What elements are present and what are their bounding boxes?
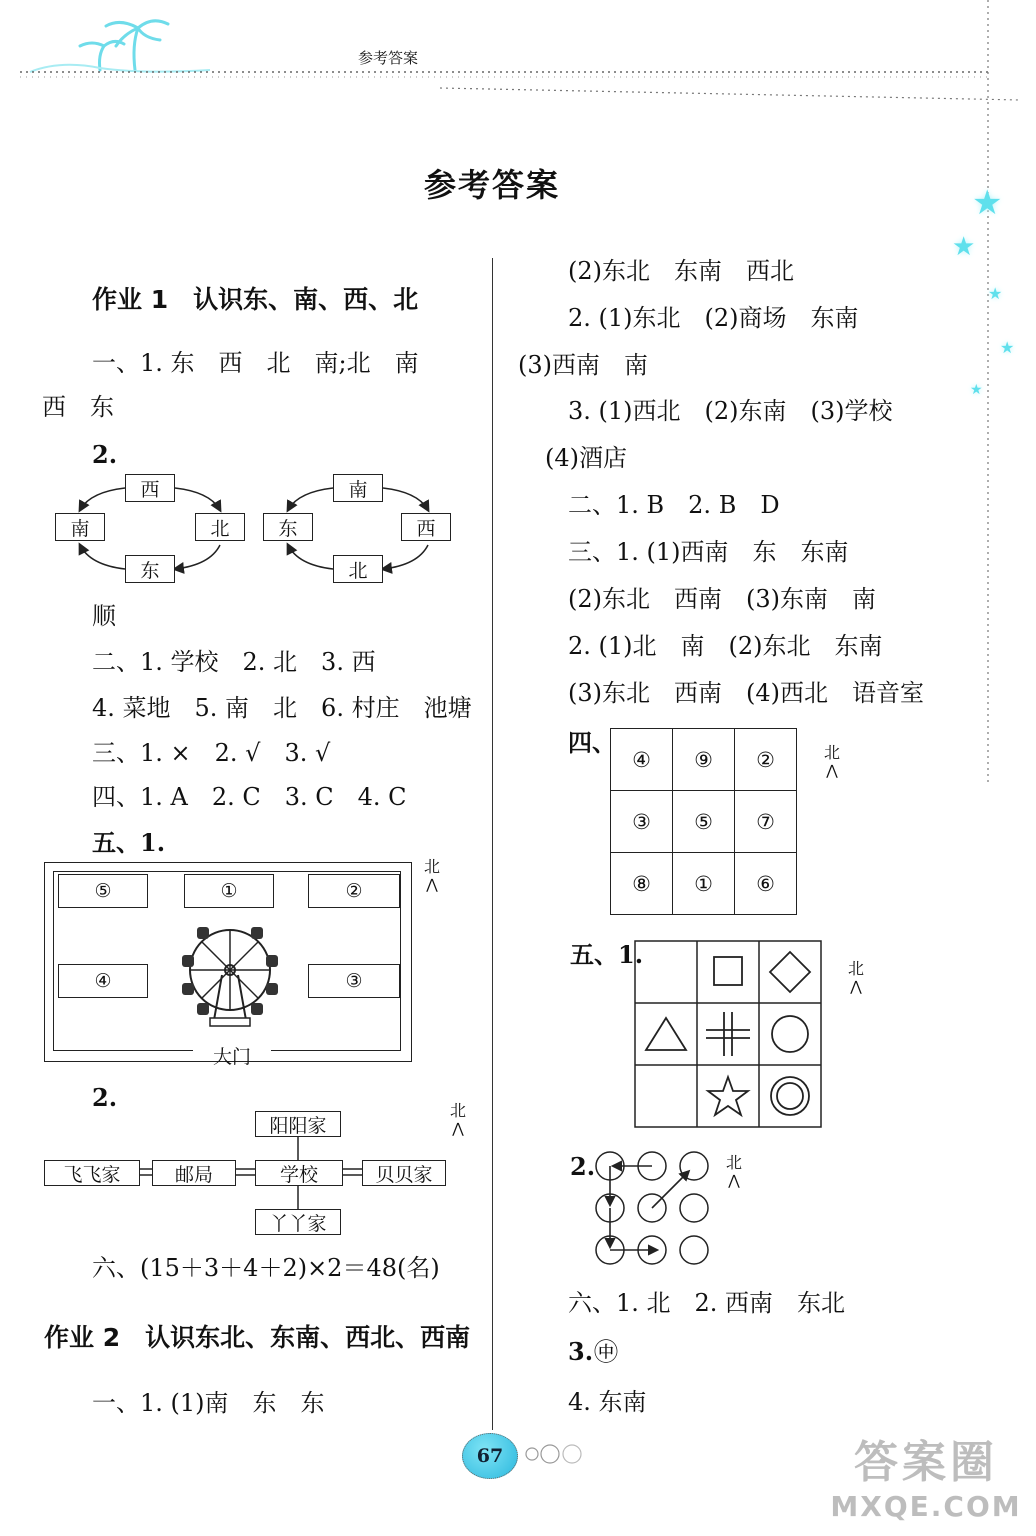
right-q6-4: 4. 东南 xyxy=(568,1388,647,1416)
hw1-q1-2-answer: 顺 xyxy=(92,602,116,630)
header-dotted-lines xyxy=(0,60,1036,110)
diagram-b-bottom: 北 xyxy=(333,555,383,583)
north-label: 北 xyxy=(848,959,865,978)
hw1-q4: 四、1. A 2. C 3. C 4. C xyxy=(92,783,407,811)
right-line-8: (2)东北 西南 (3)东南 南 xyxy=(568,585,876,613)
page-number: 67 xyxy=(476,1445,504,1467)
park-slot-top-right: ② xyxy=(308,874,400,908)
number-grid-cell: ⑤ xyxy=(672,790,735,853)
star-outline-icon xyxy=(708,1077,748,1115)
watermark-top: 答案圈 xyxy=(854,1437,998,1488)
number-grid-cell: ② xyxy=(734,728,797,791)
hw1-q6: 六、(15＋3＋4＋2)×2＝48(名) xyxy=(92,1254,440,1282)
number-grid-cell: ⑥ xyxy=(734,852,797,915)
park-slot-top-left: ⑤ xyxy=(58,874,148,908)
number-grid-cell: ⑦ xyxy=(734,790,797,853)
right-line-7: 三、1. (1)西南 东 东南 xyxy=(568,538,849,566)
column-divider xyxy=(492,258,493,1430)
page-title: 参考答案 xyxy=(424,166,561,204)
triangle-icon xyxy=(646,1018,686,1050)
square-icon xyxy=(714,957,742,985)
hw1-q1-1-line1: 一、1. 东 西 北 南;北 南 xyxy=(92,349,419,377)
north-label: 北 xyxy=(726,1153,743,1172)
park-inner-bottom-right xyxy=(271,1050,401,1051)
number-grid-cell: ⑧ xyxy=(610,852,673,915)
header-label: 参考答案 xyxy=(358,49,419,67)
north-label: 北 xyxy=(450,1101,467,1120)
map-node-top: 阳阳家 xyxy=(255,1111,341,1137)
north-label: 北 xyxy=(824,743,841,762)
number-grid-cell: ③ xyxy=(610,790,673,853)
north-arrow-icon: ⋀ xyxy=(728,1173,740,1189)
map-north-indicator xyxy=(450,1102,466,1138)
right-line-2: 2. (1)东北 (2)商场 东南 xyxy=(568,304,859,332)
right-line-4: 3. (1)西北 (2)东南 (3)学校 xyxy=(568,397,893,425)
hw1-q5-1-label: 五、1. xyxy=(92,828,166,857)
star-icon: ★ xyxy=(970,382,983,398)
double-circle-icon xyxy=(771,1077,809,1115)
right-line-3: (3)西南 南 xyxy=(518,351,648,379)
park-slot-mid-right: ③ xyxy=(308,964,400,998)
cross-icon xyxy=(706,1012,750,1056)
hw1-q3: 三、1. × 2. √ 3. √ xyxy=(92,739,331,767)
page-decoration-circles xyxy=(520,1440,590,1470)
park-inner-bottom-left xyxy=(53,1050,193,1051)
park-slot-top-center: ① xyxy=(184,874,274,908)
star-icon: ★ xyxy=(988,284,1003,303)
hw1-q1-1-line2: 西 东 xyxy=(42,393,114,421)
hw1-q1-2-label: 2. xyxy=(92,440,118,469)
number-grid-cell: ⑨ xyxy=(672,728,735,791)
north-arrow-icon: ⋀ xyxy=(850,979,862,995)
circle-path-grid xyxy=(592,1148,722,1272)
watermark-bottom: MXQE.COM xyxy=(830,1490,1022,1523)
diagram-a-bottom: 东 xyxy=(125,555,175,583)
path-north-indicator xyxy=(726,1154,742,1190)
map-node-left: 邮局 xyxy=(152,1160,236,1186)
map-node-center: 学校 xyxy=(255,1160,343,1186)
park-slot-mid-left: ④ xyxy=(58,964,148,998)
right-q5-2-label: 2. xyxy=(570,1152,596,1181)
park-gate-label: 大门 xyxy=(213,1046,252,1068)
hw1-title: 作业 1 认识东、南、西、北 xyxy=(92,285,419,314)
right-q4-label: 四、 xyxy=(568,728,616,757)
circle-icon xyxy=(772,1016,808,1052)
grid4-north-indicator xyxy=(824,744,840,780)
right-line-5: (4)酒店 xyxy=(545,444,627,472)
diagram-a-left: 南 xyxy=(55,513,105,541)
circled-middle-symbol: ㊥ xyxy=(594,1338,618,1366)
diagram-b-top: 南 xyxy=(333,474,383,502)
diagram-b-left: 东 xyxy=(263,513,313,541)
diagram-b-right: 西 xyxy=(401,513,451,541)
star-icon: ★ xyxy=(952,232,976,262)
hw1-q2-line2: 4. 菜地 5. 南 北 6. 村庄 池塘 xyxy=(92,694,472,722)
right-q5-label: 五、1. xyxy=(570,940,644,969)
map-node-bottom: 丫丫家 xyxy=(255,1209,341,1235)
ferris-wheel-icon xyxy=(170,915,290,1033)
north-arrow-icon: ⋀ xyxy=(452,1121,464,1137)
right-dotted-margin xyxy=(980,0,1003,790)
right-line-10: (3)东北 西南 (4)西北 语音室 xyxy=(568,679,924,707)
north-label: 北 xyxy=(424,857,441,876)
park-north-indicator xyxy=(424,858,440,894)
right-line-1: (2)东北 东南 西北 xyxy=(568,257,794,285)
star-icon: ★ xyxy=(972,183,1003,223)
map-node-left-far: 飞飞家 xyxy=(44,1160,140,1186)
star-icon: ★ xyxy=(1000,338,1015,357)
hw2-q1-1: 一、1. (1)南 东 东 xyxy=(92,1389,325,1417)
map-node-right: 贝贝家 xyxy=(362,1160,446,1186)
grid5-north-indicator xyxy=(848,960,864,996)
diamond-icon xyxy=(770,952,810,992)
right-line-6: 二、1. B 2. B D xyxy=(568,491,780,519)
right-q6-1: 六、1. 北 2. 西南 东北 xyxy=(568,1289,846,1317)
hw1-q2-line1: 二、1. 学校 2. 北 3. 西 xyxy=(92,648,376,676)
right-q6-3-label: 3. xyxy=(568,1337,594,1366)
north-arrow-icon: ⋀ xyxy=(826,763,838,779)
right-line-9: 2. (1)北 南 (2)东北 东南 xyxy=(568,632,883,660)
page-number-badge xyxy=(462,1433,518,1479)
diagram-a-top: 西 xyxy=(125,474,175,502)
number-grid-cell: ① xyxy=(672,852,735,915)
hw2-title: 作业 2 认识东北、东南、西北、西南 xyxy=(44,1323,471,1352)
number-grid-cell: ④ xyxy=(610,728,673,791)
shape-grid xyxy=(634,940,824,1130)
diagram-a-right: 北 xyxy=(195,513,245,541)
hw1-q5-2-label: 2. xyxy=(92,1083,118,1112)
watermark xyxy=(826,1436,1026,1532)
north-arrow-icon: ⋀ xyxy=(426,877,438,893)
